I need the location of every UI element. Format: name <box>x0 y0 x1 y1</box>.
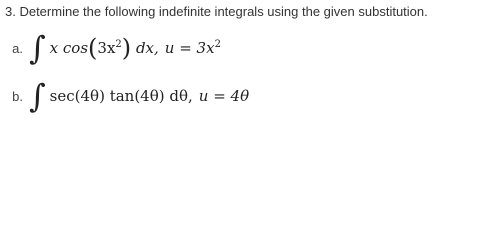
problem-b-substitution: u = 4θ <box>198 87 250 105</box>
right-paren: ) <box>121 34 132 62</box>
problem-b <box>0 77 250 115</box>
problem-a-substitution-power: 2 <box>214 39 221 50</box>
problem-a-substitution <box>165 39 221 57</box>
integral-sign-b: ∫ <box>29 77 46 115</box>
problem-b-label: b. <box>12 88 23 104</box>
left-paren: ( <box>88 34 98 62</box>
problem-a-substitution-lhs: u = 3x <box>164 39 215 57</box>
integral-sign-a: ∫ <box>29 29 46 67</box>
problem-b-integrand: sec(4θ) tan(4θ) dθ, <box>49 87 193 105</box>
problem-a-inner: 3x <box>97 39 116 57</box>
problem-a-inner-power: 2 <box>115 39 122 50</box>
problem-a-expression <box>50 36 159 60</box>
problem-a-integrand: x cos <box>49 39 89 57</box>
question-text: 3. Determine the following indefinite integrals using the given substitution. <box>5 4 428 19</box>
problem-a-differential: dx, <box>135 39 159 57</box>
problem-a <box>0 29 221 67</box>
problem-a-label: a. <box>12 40 23 56</box>
